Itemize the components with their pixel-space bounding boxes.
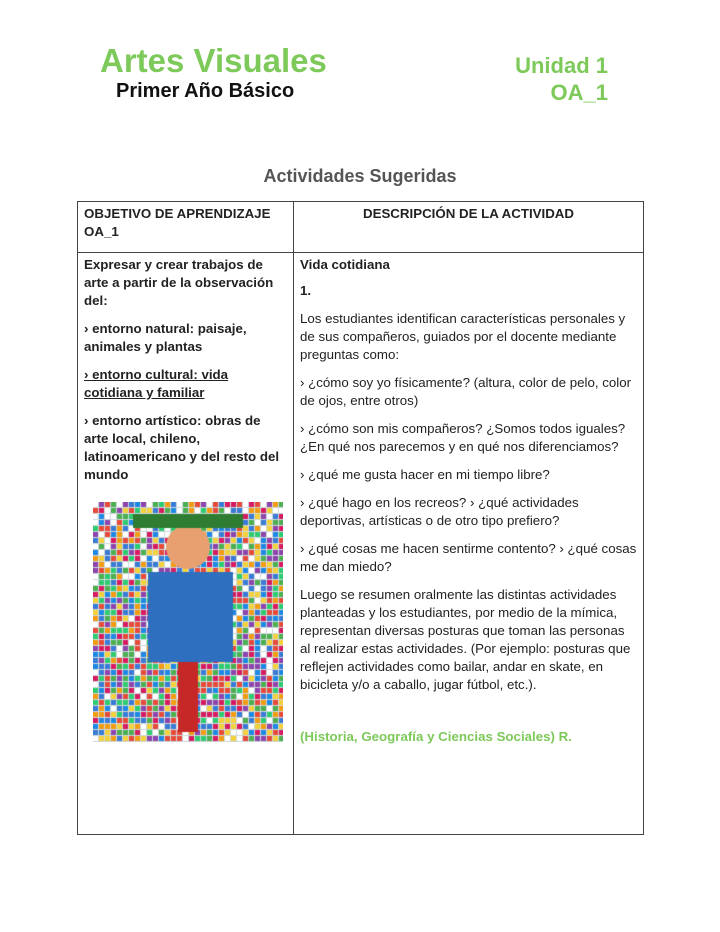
unit-label: Unidad 1: [515, 53, 608, 78]
objective-header: [78, 202, 294, 253]
description-header: DESCRIPCIÓN DE LA ACTIVIDAD: [294, 202, 644, 253]
subject-reference: (Historia, Geografía y Ciencias Sociales) R.: [300, 729, 572, 744]
page-subtitle: Primer Año Básico: [116, 80, 295, 102]
table-header-row: [78, 202, 644, 253]
activity-question: › ¿qué hago en los recreos? › ¿qué actividades deportivas, artísticas o de otro tipo prefiero?: [300, 495, 579, 528]
activity-number: 1.: [300, 283, 312, 298]
objective-header-label: OBJETIVO DE APRENDIZAJE: [84, 206, 271, 221]
activity-question: › ¿qué me gusta hacer en mi tiempo libre?: [300, 467, 550, 482]
objective-header-sub: OA_1: [84, 224, 119, 239]
children-mosaic-artwork-image: [93, 502, 283, 742]
description-cell: [294, 253, 644, 835]
activity-title: Vida cotidiana: [300, 257, 390, 272]
page-title: Artes Visuales: [100, 42, 327, 79]
objective-item: › entorno artístico: obras de arte local, chileno, latinoamericano y del resto del mundo: [84, 413, 280, 482]
objective-intro: Expresar y crear trabajos de arte a partir de la observación del:: [84, 257, 274, 308]
objective-item: › entorno cultural: vida cotidiana y familiar: [84, 367, 229, 400]
activity-paragraph: Los estudiantes identifican características personales y de sus compañeros, guiados por el docente mediante preguntas como:: [300, 311, 626, 362]
activity-question: › ¿cómo son mis compañeros? ¿Somos todos iguales? ¿En qué nos parecemos y en qué nos diferenciamos?: [300, 421, 626, 454]
activity-question: › ¿cómo soy yo físicamente? (altura, color de pelo, color de ojos, entre otros): [300, 375, 632, 408]
activities-table: [77, 201, 644, 835]
activity-question: › ¿qué cosas me hacen sentirme contento? › ¿qué cosas me dan miedo?: [300, 541, 637, 574]
activity-paragraph: Luego se resumen oralmente las distintas actividades planteadas y los estudiantes, por medio de la mímica, representan diversas posturas que toman las personas al realizar estas actividades. (Por ejemplo: posturas que reflejen actividades como bailar, andar en skate, en bicicleta y/o a caballo, jugar fútbol, etc.).: [300, 587, 631, 692]
oa-label: OA_1: [550, 80, 608, 105]
section-title: Actividades Sugeridas: [263, 166, 457, 186]
objective-item: › entorno natural: paisaje, animales y plantas: [84, 321, 247, 354]
table-row: [78, 253, 644, 835]
objective-cell: [78, 253, 294, 835]
